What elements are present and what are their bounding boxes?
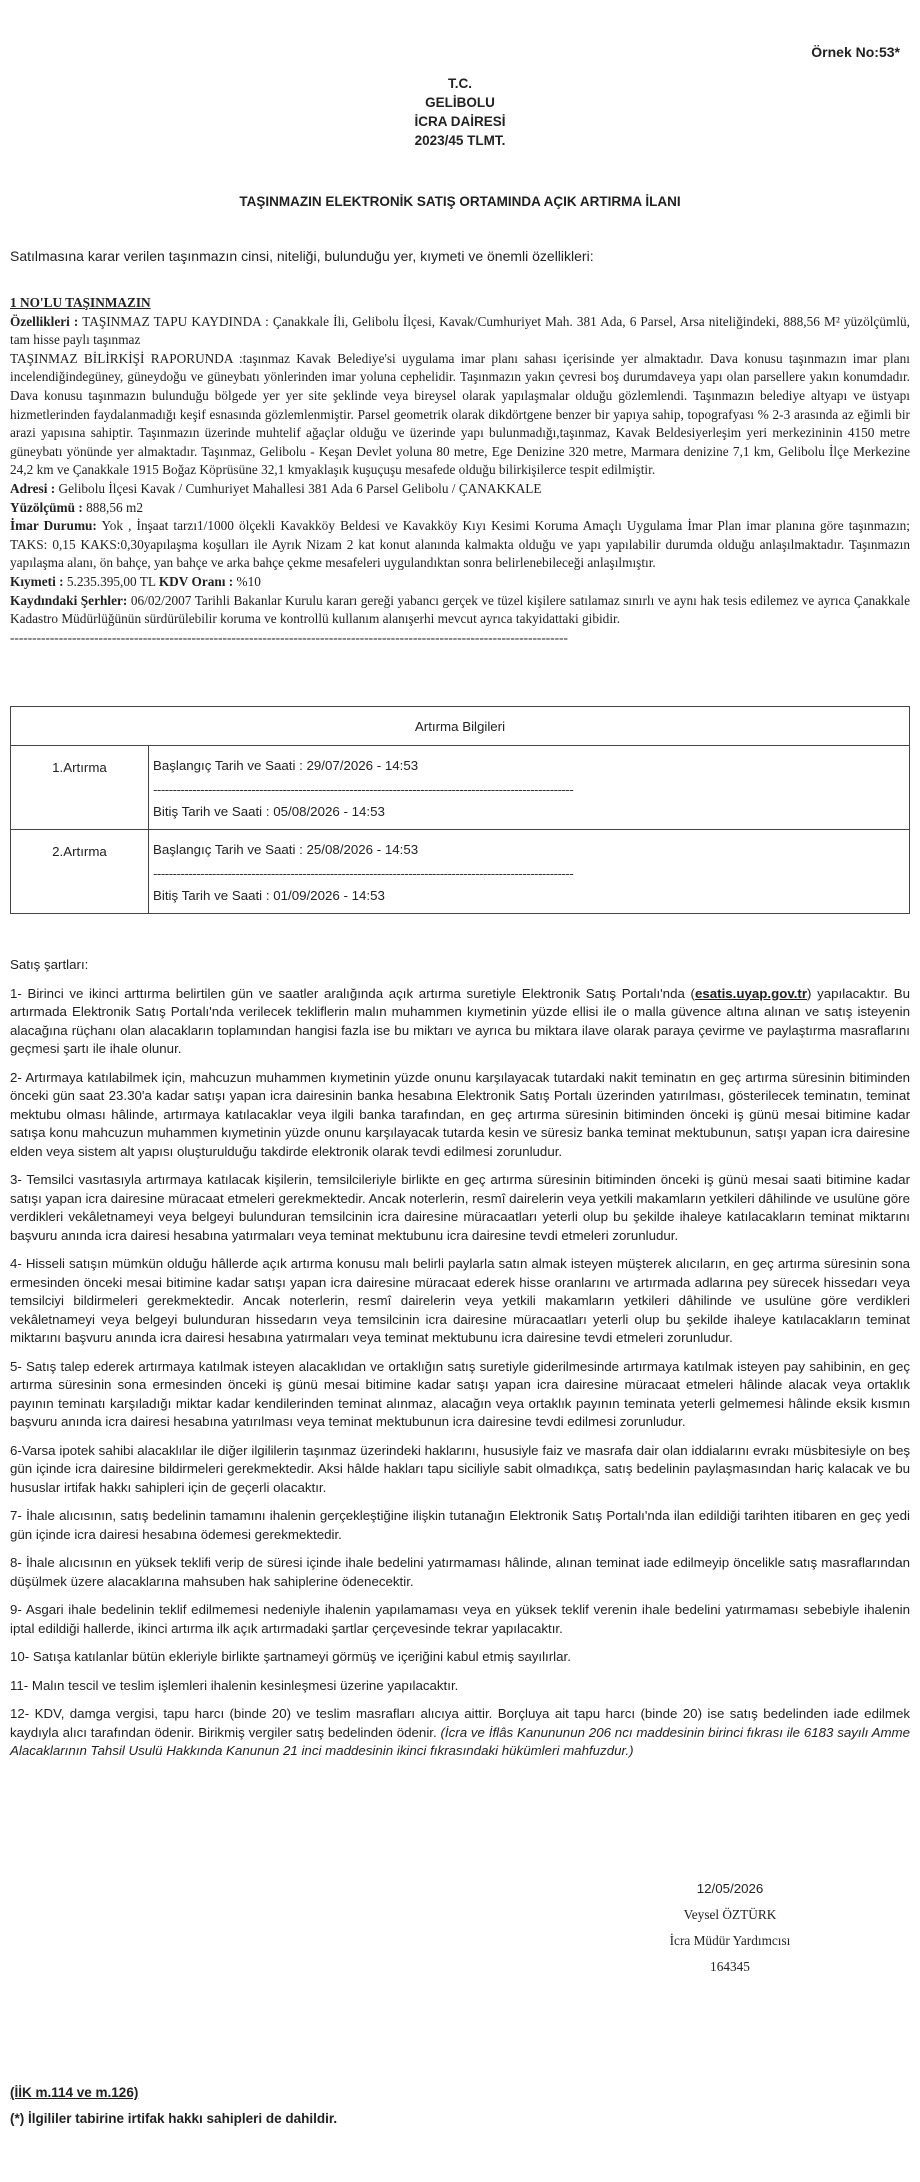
zoning-status (10, 517, 910, 573)
table-row (11, 746, 910, 830)
condition-1-text-cont: ) yapılacaktır. Bu artırmada Elektronik Satış Portalı'nda verilecek tekliflerin malın muhammen kıymetinin yüzde ellisi ile o malla güvence altına alınan ve satış isteyenin alacağına rüçhanı olan alacakların toplamından hangisi fazla ise bu miktarı ve ayrıca bu miktara ilave olarak paraya çevirme ve paylaştırma masraflarını geçmesi şartı ile ihale olunur. (10, 985, 910, 1056)
signature-block (600, 1876, 860, 1980)
value-label: Kıymeti : (10, 573, 64, 589)
sample-number: Örnek No:53* (811, 44, 900, 60)
condition-8: 8- İhale alıcısının en yüksek teklifi verip de süresi içinde ihale bedelini yatırmaması hâlinde, alınan teminat iade edilmeyip öncelikle satış masraflarından düşülmek üzere alacaklarına mahsuben hak sahiplerine ödenecektir. (10, 1555, 910, 1589)
auction-1-separator: ----------------------------------------------------------------------------------------------------------- (153, 782, 574, 797)
table-row (11, 830, 910, 914)
auction-1-start: Başlangıç Tarih ve Saati : 29/07/2026 - 14:53 (153, 758, 419, 773)
signer-name: Veysel ÖZTÜRK (683, 1907, 777, 1922)
property-address (10, 480, 910, 499)
auction-2-end: Bitiş Tarih ve Saati : 01/09/2026 - 14:53 (153, 888, 385, 903)
conditions-title: Satış şartları: (10, 957, 89, 972)
property-features (10, 313, 910, 350)
auction-2-dates (149, 830, 910, 914)
auction-1-dates (149, 746, 910, 830)
condition-11: 11- Malın tescil ve teslim işlemleri ihalenin kesinleşmesi üzerine yapılacaktır. (10, 1677, 459, 1693)
auction-info-table (10, 706, 910, 914)
condition-6: 6-Varsa ipotek sahibi alacaklılar ile diğer ilgililerin taşınmaz üzerindeki haklarını, hususiyle faiz ve masrafa dair olan iddialarını evrakı müsbitesiyle on beş gün içinde icra dairesine bildirmeleri gerekmektedir. Aksi hâlde hakları tapu siciliyle sabit olmadıkça, satış bedelinin paylaşmasından hariç kalacak ve bu hususlar irtifak hakkı sahipleri için de geçerli olacaktır. (10, 1442, 910, 1495)
esatis-link[interactable]: esatis.uyap.gov.tr (694, 985, 808, 1001)
address-text: Gelibolu İlçesi Kavak / Cumhuriyet Mahallesi 381 Ada 6 Parsel Gelibolu / ÇANAKKALE (55, 480, 542, 496)
annotations (10, 592, 910, 629)
annotations-text: 06/02/2007 Tarihli Bakanlar Kurulu kararı gereği yabancı gerçek ve tüzel kişilere satılamaz sınırlı ve aynı hak tesis edilemez ve ayrıca Çanakkale Kadastro Müdürlüğünün sürdürülebilir koruma ve kontrollü kullanım alanışerhi mevcut ayrıca takyidattaki gibidir. (10, 592, 910, 627)
condition-9: 9- Asgari ihale bedelinin teklif edilmemesi nedeniyle ihalenin yapılamaması veya en yüksek teklif verenin ihale bedelini yatırmaması sebebiyle ihalenin iptal edildiği hallerde, ikinci artırma ilk açık artırmadaki şartlar çerçevesinde tekrar yapılacaktır. (10, 1602, 910, 1636)
annotations-label: Kaydındaki Şerhler: (10, 592, 128, 608)
auction-1-end: Bitiş Tarih ve Saati : 05/08/2026 - 14:53 (153, 804, 385, 819)
header-line-office: İCRA DAİRESİ (414, 114, 506, 129)
address-label: Adresi : (10, 480, 56, 496)
condition-5: 5- Satış talep ederek artırmaya katılmak isteyen alacaklıdan ve ortaklığın satış suretiyle giderilmesinde artırmaya katılmak isteyen pay sahibinin, en geç artırma süresinin sona ermesinden önceki iş günü mesai bitimine kadar satışı yapan icra dairesine müracaat etmeleri hâlinde alacak veya ortaklık payının teminatı karşıladığı miktar kadar kendilerinden teminat alınmaz, alacağın veya ortaklık payının teminata yeterli gelmemesi hâlinde eksik kısmın başvuru anında icra dairesi hesabına yatırılması veya teminat mektubunun icra dairesine tevdi edilmesi zorunludur. (10, 1358, 910, 1429)
condition-1 (10, 985, 910, 1059)
document-title: TAŞINMAZIN ELEKTRONİK SATIŞ ORTAMINDA AÇIK ARTIRMA İLANI (239, 194, 681, 209)
condition-1-text: 1- Birinci ve ikinci arttırma belirtilen gün ve saatler aralığında açık artırma suretiyle Elektronik Satış Portalı'nda ( (10, 985, 695, 1001)
zoning-label: İmar Durumu: (10, 518, 97, 534)
condition-4: 4- Hisseli satışın mümkün olduğu hâllerde açık artırma konusu malı belirli paylarla satın almak isteyen müşterek alıcıların, en geç artırma süresinin sona ermesinden önceki mesai bitimine kadar satışı yapan icra dairesine müracaat ederek hisse oranlarını ve artırmada adlarına pey sürecek hissedarı veya temsilciyi bildirmeleri gerekmektedir. Ancak noterlerin, resmî dairelerin veya yetkili makamların yetkileri dâhilinde ve usulüne göre verdikleri vekâletnameyi veya belgeyi bulunduran hissedarın veya temsilcinin icra dairesine müracaatları yeterli olup bu şekilde ihaleye katılacakların teminat miktarını başvuru anında icra dairesi hesabına yatırmaları veya teminat mektubunu icra dairesine tevdi etmeleri zorunludur. (10, 1256, 910, 1345)
signer-title: İcra Müdür Yardımcısı (669, 1933, 791, 1948)
area-label: Yüzölçümü : (10, 499, 83, 515)
office-header (0, 74, 920, 150)
header-line-tc: T.C. (447, 76, 472, 91)
condition-12-text: 12- KDV, damga vergisi, tapu harcı (binde 20) ve teslim masrafları alıcıya aittir. Borçluya ait tapu harcı (binde 20) ise satış bedelinden iade edilmek kaydıyla alıcı tarafından ödenir. Birikmiş vergiler satış bedelinden ödenir. (10, 1706, 910, 1740)
property-heading: 1 NO'LU TAŞINMAZIN (10, 295, 151, 310)
law-reference: (İİK m.114 ve m.126) (10, 2085, 139, 2100)
features-label: Özellikleri : (10, 313, 79, 329)
area-text: 888,56 m2 (82, 499, 143, 515)
expert-report: TAŞINMAZ BİLİRKİŞİ RAPORUNDA :taşınmaz Kavak Belediye'si uygulama imar planı sahası içerisinde yer almaktadır. Dava konusu taşınmazın imar planı incelendiğindegüney, güneydoğu ve güneybatı yönlerinden imar yoluna cephelidir. Taşınmazın yakın çevresi boş durumdaveya yapı olan parsellere yakın konumdadır. Dava konusu taşınmazın bulunduğu bölgede yer yer site şeklinde veya bireysel olarak yapılaşmalar olduğu gözlemlendi. Taşınmazın belediye altyapı ve üstyapı hizmetlerinden faydalanmadığı keşif esnasında gözlemlenmiştir. Parsel geometrik olarak dikdörtgene benzer bir yapıya sahip, topografyası % 2-3 arasında az eğimli bir arazi yapısına sahiptir. Taşınmazın üzerinde muhtelif ağaçlar olduğu ve üzerinde yapı bulunmadığı,taşınmaz, Kavak Beldesiyerleşim yeri merkezininin 4150 metre güneybatı yönünde yer almaktadır. Taşınmaz, Gelibolu - Keşan Devlet yoluna 80 metre, Ege Denizine 320 metre, Marmara denizine 7,1 km, Gelibolu İlçe Merkezine 24,2 km ve Çanakkale 1915 Boğaz Köprüsüne 32,1 kmyaklaşık kuşuçuşu mesafede olduğu bilirkişilerce tespit edilmiştir. (10, 350, 910, 478)
vat-text: %10 (233, 573, 261, 589)
footer-note: (*) İlgililer tabirine irtifak hakkı sahipleri de dahildir. (10, 2111, 338, 2126)
auction-table-header: Artırma Bilgileri (11, 707, 910, 746)
property-value (10, 573, 910, 592)
header-line-city: GELİBOLU (425, 95, 495, 110)
condition-3: 3- Temsilci vasıtasıyla artırmaya katılacak kişilerin, temsilcileriyle birlikte en geç artırma süresinin bitiminden önceki iş günü mesai saati bitimine kadar satışı yapan icra dairesine müracaat etmeleri gerekmektedir. Ancak noterlerin, resmî dairelerin veya yetkili makamların yetkileri dâhilinde ve usulüne göre verdikleri vekâletnameyi veya belgeyi bulunduran temsilcinin icra dairesine müracaatları yeterli olup bu şekilde ihaleye katılacakların teminat miktarını başvuru anında icra dairesi hesabına yatırmaları veya teminat mektubunu icra dairesine tevdi etmeleri zorunludur. (10, 1172, 910, 1243)
property-area (10, 499, 910, 518)
intro-text: Satılmasına karar verilen taşınmazın cinsi, niteliği, bulunduğu yer, kıymeti ve önemli özellikleri: (10, 248, 594, 264)
auction-2-label: 2.Artırma (11, 830, 149, 914)
header-line-file-no: 2023/45 TLMT. (414, 133, 506, 148)
footer-notes (10, 2080, 337, 2132)
sale-conditions (10, 956, 910, 1771)
auction-2-start: Başlangıç Tarih ve Saati : 25/08/2026 - 14:53 (153, 842, 419, 857)
condition-10: 10- Satışa katılanlar bütün ekleriyle birlikte şartnameyi görmüş ve içeriğini kabul etmiş sayılırlar. (10, 1649, 571, 1664)
value-text: 5.235.395,00 TL (63, 573, 159, 589)
condition-12-legal-note: (İcra ve İflâs Kanununun 206 ncı maddesinin birinci fıkrası ile 6183 sayılı Amme Alacaklarının Tahsil Usulü Hakkında Kanunun 21 inci maddesinin ikinci fıkrasındaki hükümleri mahfuzdur.) (10, 1724, 911, 1758)
condition-12 (10, 1705, 910, 1761)
condition-7: 7- İhale alıcısının, satış bedelinin tamamını ihalenin gerçekleştiğine ilişkin tutanağın Elektronik Satış Portalı'nda ilan edildiği tarihten itibaren en geç yedi gün içinde icra dairesi hesabına ödemesi gerekmektedir. (10, 1508, 910, 1542)
zoning-text: Yok , İnşaat tarzı1/1000 ölçekli Kavakköy Beldesi ve Kavakköy Kıyı Kesimi Koruma Amaçlı Uygulama İmar Plan imar planına göre taşınmazın; TAKS: 0,15 KAKS:0,30yapılaşma koşulları ile Ayrık Nizam 2 kat konut alanında kalmakta olduğu ve yapı yapılabilir durumda olduğu anlaşılmaktadır. Taşınmazın yapılaşma alanı, ön bahçe, yan bahçe ve arka bahçe çekme mesafeleri uygulandıktan sonra belirlenebileceği anlaşılmıştır. (10, 518, 910, 571)
condition-2: 2- Artırmaya katılabilmek için, mahcuzun muhammen kıymetinin yüzde onunu karşılayacak tutardaki nakit teminatın en geç artırma süresinin bitiminden önceki gün saat 23.30'a kadar satışı yapan icra dairesinin banka hesabına Elektronik Satış Portalı üzerinden yatırılması, gösterilecek teminatın, teminat mektubu olması hâlinde, artırmaya katılacaklar veya ilgili banka tarafından, en geç artırma süresinin bitiminden önceki iş günü mesai bitimine kadar satışa konu mahcuzun muhammen kıymetinin yüzde onunu karşılayacak tutarda kesin ve süresiz banka teminat mektubunun, satışı yapan icra dairesine elden veya sistem alt yapısı oluşturulduğu takdirde elektronik olarak tevdi edilmesi zorunludur. (10, 1069, 910, 1159)
features-text: TAŞINMAZ TAPU KAYDINDA : Çanakkale İli, Gelibolu İlçesi, Kavak/Cumhuriyet Mah. 381 Ada, 6 Parsel, Arsa niteliğindeki, 888,56 M² yüzölçümlü, tam hisse paylı taşınmaz (10, 313, 910, 348)
signer-id: 164345 (710, 1959, 750, 1974)
signature-date: 12/05/2026 (696, 1881, 764, 1896)
property-section (10, 294, 910, 647)
vat-label: KDV Oranı : (158, 573, 234, 589)
auction-1-label: 1.Artırma (11, 746, 149, 830)
section-divider: ------------------------------------------------------------------------------------------------------------------------------ (10, 629, 568, 645)
auction-2-separator: ----------------------------------------------------------------------------------------------------------- (153, 866, 574, 881)
